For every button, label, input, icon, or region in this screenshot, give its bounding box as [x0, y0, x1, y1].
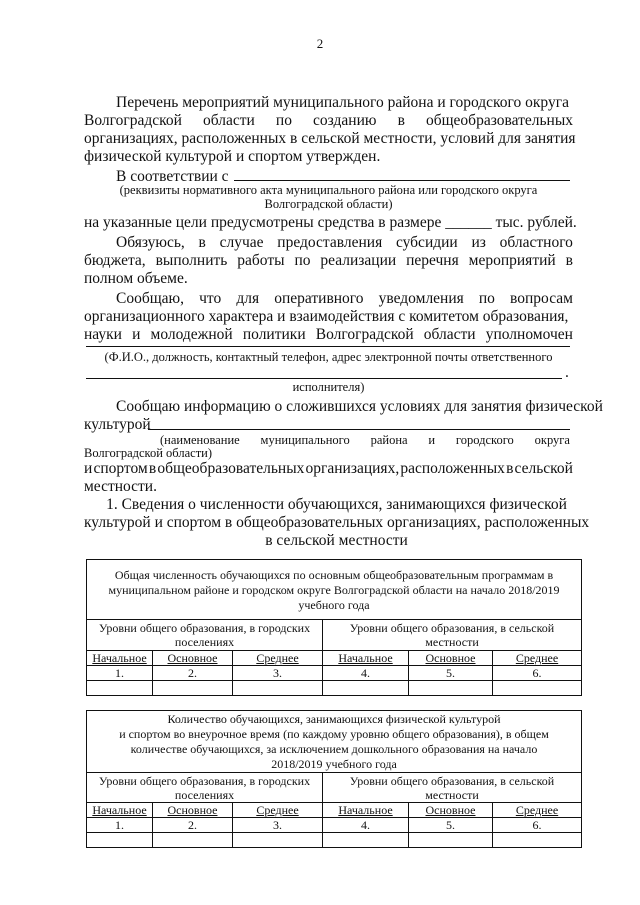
- word: созданию: [313, 112, 377, 129]
- table2-col-number: 5.: [409, 818, 493, 833]
- table2-header-line: количестве обучающихся, за исключением дошкольного образования на начало: [130, 742, 538, 756]
- word: расположенных: [400, 460, 505, 477]
- table2-empty-cell: [153, 833, 233, 848]
- notify-caption-2: исполнителя): [292, 380, 365, 394]
- word: уполномочен: [485, 326, 573, 343]
- notify-line-3: [84, 326, 573, 344]
- table2-level: Среднее: [493, 803, 582, 818]
- funds-amount-blank: ______: [445, 214, 492, 231]
- word: района: [370, 433, 408, 447]
- word: работы: [237, 252, 285, 269]
- funds-line: [84, 214, 577, 232]
- table2-header-line: и спортом во внеурочное время (по каждому уровню общего образования), в общем: [119, 727, 549, 741]
- according-prefix: В соответствии с: [116, 168, 229, 185]
- municipality-fill-line: [148, 429, 570, 430]
- table2-level: Основное: [153, 803, 233, 818]
- word: сельской: [514, 460, 573, 477]
- funds-unit: тыс. рублей.: [495, 214, 577, 231]
- intro-line-2: [84, 112, 573, 130]
- table1-col-number: 3.: [233, 666, 323, 681]
- responsible-fill-line-2: [86, 378, 562, 379]
- obligation-line-3: полном объеме.: [84, 270, 188, 287]
- table1-col-number: 6.: [493, 666, 582, 681]
- word: областного: [499, 234, 573, 251]
- word: Волгоградской: [315, 326, 414, 343]
- word: оперативного: [274, 290, 364, 307]
- notify-line-2: организационного характера и взаимодействия с комитетом образования,: [84, 308, 569, 325]
- table2-col-number: 1.: [87, 818, 153, 833]
- table2-empty-cell: [323, 833, 409, 848]
- word: молодежной: [150, 326, 233, 343]
- conditions-caption-1: [160, 433, 570, 447]
- table2-group-rural: Уровни общего образования, в сельской местности: [323, 773, 582, 803]
- conditions-line-3: [84, 460, 573, 478]
- intro-line-4: физической культурой и спортом утвержден.: [84, 148, 381, 165]
- intro-line-1: Перечень мероприятий муниципального района и городского округа: [116, 94, 569, 111]
- word: городского: [455, 433, 514, 447]
- table1-empty-cell: [153, 681, 233, 696]
- conditions-caption-2: Волгоградской области): [84, 446, 213, 460]
- word: по: [275, 112, 292, 129]
- table2-header: [87, 711, 582, 773]
- word: что: [199, 290, 222, 307]
- table2-level: Начальное: [323, 803, 409, 818]
- word: и: [428, 433, 436, 447]
- notify-caption-1: (Ф.И.О., должность, контактный телефон, адрес электронной почты ответственного: [104, 350, 553, 364]
- table2-group-urban: Уровни общего образования, в городских поселениях: [87, 773, 323, 803]
- table2-header-line: Количество обучающихся, занимающихся физической культурой: [167, 712, 501, 726]
- word: субсидии: [395, 234, 458, 251]
- word: предоставления: [277, 234, 383, 251]
- word: области: [202, 112, 255, 129]
- word: науки: [84, 326, 122, 343]
- word: мероприятий: [468, 252, 556, 269]
- table1-empty-cell: [87, 681, 153, 696]
- word: реализации: [320, 252, 397, 269]
- table1-level: Основное: [153, 651, 233, 666]
- notify-end-dot: .: [565, 364, 569, 381]
- table2-col-number: 6.: [493, 818, 582, 833]
- table1-empty-cell: [493, 681, 582, 696]
- table1-col-number: 5.: [409, 666, 493, 681]
- word: в: [397, 112, 405, 129]
- section1-line-3: в сельской местности: [265, 532, 408, 549]
- word: округа: [534, 433, 570, 447]
- table1-level: Среднее: [233, 651, 323, 666]
- table1-empty-cell: [323, 681, 409, 696]
- word: вопросам: [510, 290, 573, 307]
- obligation-line-1: [116, 234, 573, 252]
- table1-level: Начальное: [323, 651, 409, 666]
- word: перечня: [406, 252, 459, 269]
- table-sport-students: [86, 710, 582, 848]
- table2-col-number: 2.: [153, 818, 233, 833]
- conditions-line-4: местности.: [84, 478, 157, 495]
- word: и: [132, 326, 141, 343]
- table2-level: Начальное: [87, 803, 153, 818]
- according-caption-1: (реквизиты нормативного акта муниципального района или городского округа: [119, 183, 538, 197]
- obligation-line-2: [84, 252, 573, 270]
- table2-header-line: 2018/2019 учебного года: [271, 757, 397, 771]
- funds-text: на указанные цели предусмотрены средства в размере: [84, 214, 442, 231]
- word: уведомления: [378, 290, 464, 307]
- intro-line-3: организациях, расположенных в сельской местности, условий для занятия: [84, 130, 576, 147]
- word: для: [236, 290, 260, 307]
- word: в: [148, 460, 157, 477]
- table2-level: Среднее: [233, 803, 323, 818]
- word: (наименование: [160, 433, 240, 447]
- table2-empty-cell: [87, 833, 153, 848]
- word: Волгоградской: [84, 112, 182, 129]
- notify-line-1: [116, 290, 573, 308]
- table1-level: Основное: [409, 651, 493, 666]
- table2-level: Основное: [409, 803, 493, 818]
- word: организациях,: [305, 460, 400, 477]
- according-caption-2: Волгоградской области): [264, 197, 393, 211]
- table1-empty-cell: [409, 681, 493, 696]
- word: выполнить: [155, 252, 228, 269]
- table1-empty-cell: [233, 681, 323, 696]
- page-number: 2: [316, 36, 324, 51]
- word: Обязуюсь,: [116, 234, 185, 251]
- section1-line-1: 1. Сведения о численности обучающихся, занимающихся физической: [106, 496, 567, 513]
- table1-group-rural: Уровни общего образования, в сельской местности: [323, 620, 582, 651]
- word: случае: [219, 234, 264, 251]
- word: и: [84, 460, 93, 477]
- word: общеобразовательных: [157, 460, 305, 477]
- conditions-line-2: культурой: [84, 416, 151, 433]
- table2-col-number: 3.: [233, 818, 323, 833]
- table1-col-number: 4.: [323, 666, 409, 681]
- word: Сообщаю,: [116, 290, 184, 307]
- word: политики: [242, 326, 306, 343]
- table1-group-urban: Уровни общего образования, в городских поселениях: [87, 620, 323, 651]
- conditions-line-1: Сообщаю информацию о сложившихся условиях для занятия физической: [116, 398, 603, 415]
- table1-col-number: 2.: [153, 666, 233, 681]
- table2-empty-cell: [493, 833, 582, 848]
- word: в: [506, 460, 514, 477]
- word: области: [423, 326, 476, 343]
- word: по: [478, 290, 495, 307]
- table1-level: Начальное: [87, 651, 153, 666]
- table-total-students: [86, 559, 582, 696]
- section1-line-2: культурой и спортом в общеобразовательных организациях, расположенных: [84, 514, 590, 531]
- table1-level: Среднее: [493, 651, 582, 666]
- table2-empty-cell: [409, 833, 493, 848]
- word: из: [471, 234, 486, 251]
- responsible-fill-line-1: [86, 346, 570, 347]
- word: муниципального: [260, 433, 350, 447]
- according-fill-line: [234, 180, 570, 181]
- table1-header: Общая численность обучающихся по основным общеобразовательным программам в муниципальном районе и городском округе Волгоградской области на начало 2018/2019 учебного года: [87, 560, 582, 620]
- word: по: [294, 252, 311, 269]
- table1-col-number: 1.: [87, 666, 153, 681]
- table2-empty-cell: [233, 833, 323, 848]
- word: спортом: [93, 460, 148, 477]
- word: в: [198, 234, 206, 251]
- word: бюджета,: [84, 252, 146, 269]
- table2-col-number: 4.: [323, 818, 409, 833]
- word: общеобразовательных: [425, 112, 573, 129]
- word: в: [565, 252, 573, 269]
